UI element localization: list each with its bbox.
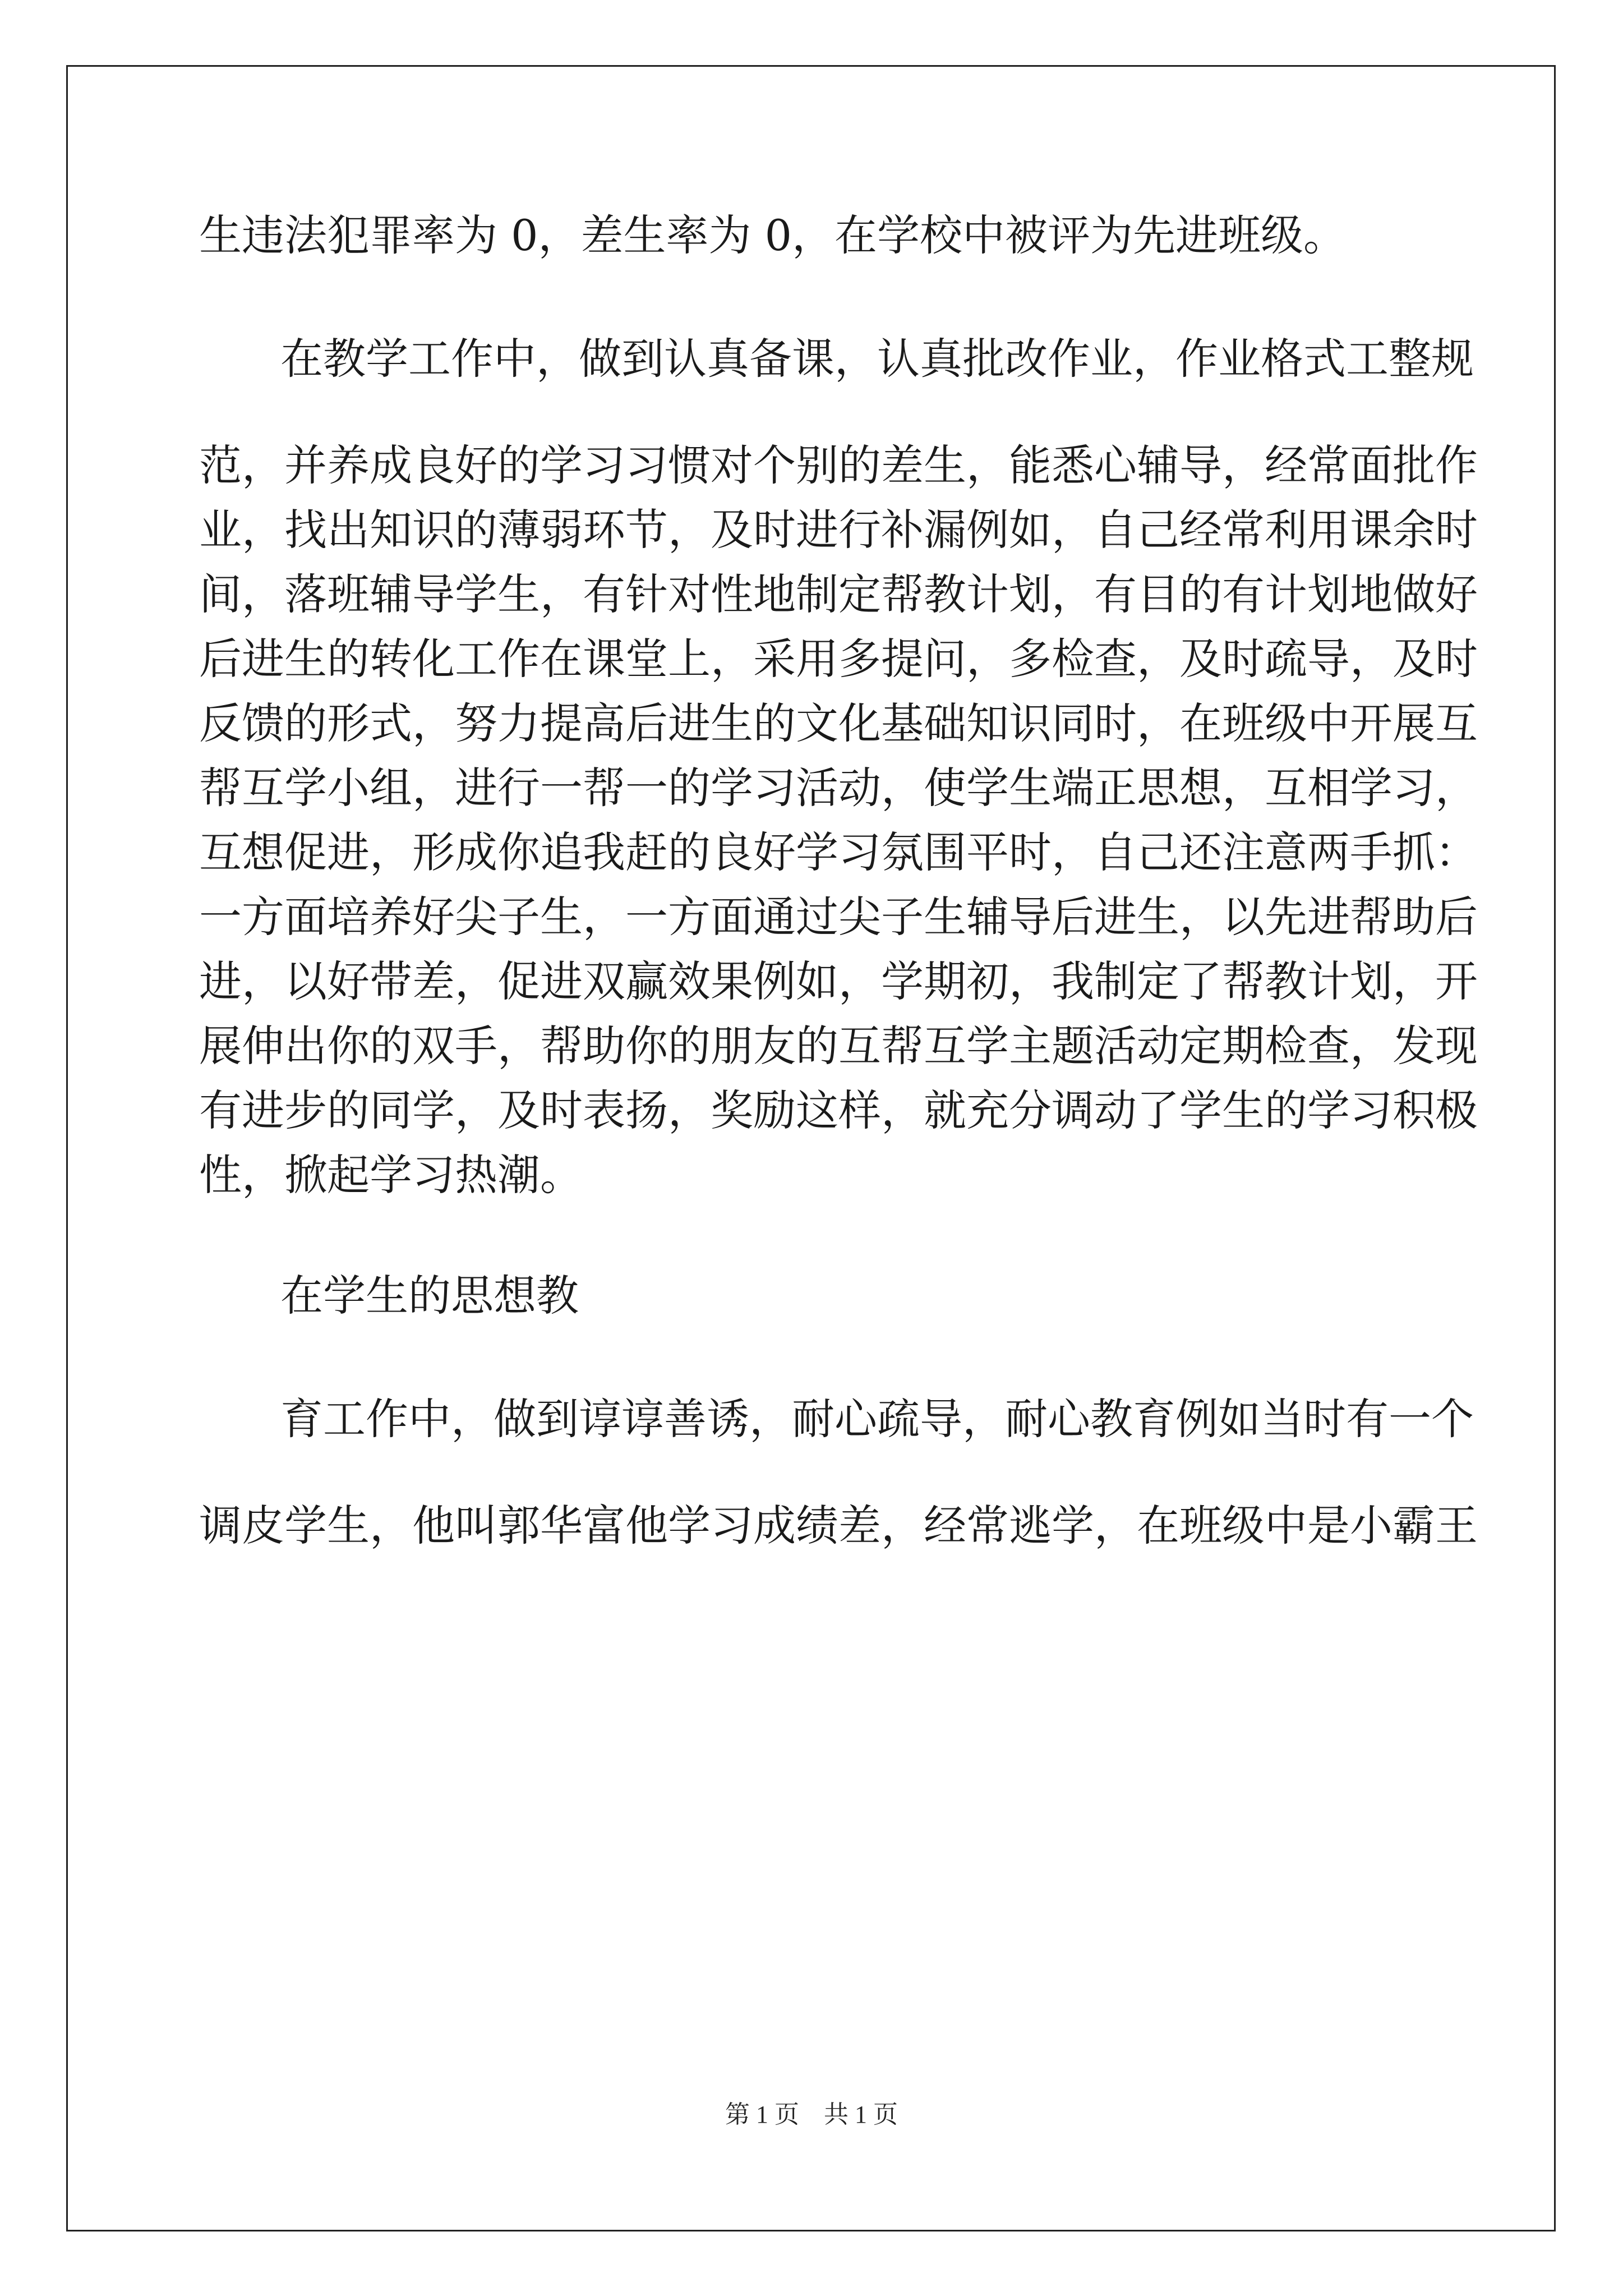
text-line: 有进步的同学，及时表扬，奖励这样，就充分调动了学生的学习积极 [199, 1085, 1478, 1135]
text-line: 展伸出你的双手，帮助你的朋友的互帮互学主题活动定期检查，发现 [199, 1021, 1478, 1071]
text-line: 互想促进，形成你追我赶的良好学习氛围平时，自己还注意两手抓： [199, 827, 1478, 877]
text-line: 在学生的思想教 [280, 1271, 579, 1320]
text-line: 后进生的转化工作在课堂上，采用多提问，多检查，及时疏导，及时 [199, 634, 1478, 684]
text-line: 范，并养成良好的学习习惯对个别的差生，能悉心辅导，经常面批作 [199, 440, 1478, 490]
text-line: 生违法犯罪率为 0，差生率为 0，在学校中被评为先进班级。 [199, 210, 1347, 260]
text-line: 性，掀起学习热潮。 [199, 1150, 583, 1200]
text-line: 调皮学生，他叫郭华富他学习成绩差，经常逃学，在班级中是小霸王 [199, 1501, 1478, 1550]
text-line: 帮互学小组，进行一帮一的学习活动，使学生端正思想，互相学习， [199, 763, 1478, 813]
page-number: 第 1 页 共 1 页 [725, 2101, 898, 2128]
text-line: 育工作中，做到谆谆善诱，耐心疏导，耐心教育例如当时有一个 [280, 1394, 1474, 1444]
text-line: 反馈的形式，努力提高后进生的文化基础知识同时，在班级中开展互 [199, 698, 1478, 748]
text-line: 进，以好带差，促进双赢效果例如，学期初，我制定了帮教计划，开 [199, 956, 1478, 1006]
text-line: 在教学工作中，做到认真备课，认真批改作业，作业格式工整规 [280, 334, 1474, 384]
text-line: 间，落班辅导学生，有针对性地制定帮教计划，有目的有计划地做好 [199, 569, 1478, 619]
text-line: 业，找出知识的薄弱环节，及时进行补漏例如，自己经常利用课余时 [199, 505, 1478, 555]
text-line: 一方面培养好尖子生，一方面通过尖子生辅导后进生，以先进帮助后 [199, 892, 1478, 942]
